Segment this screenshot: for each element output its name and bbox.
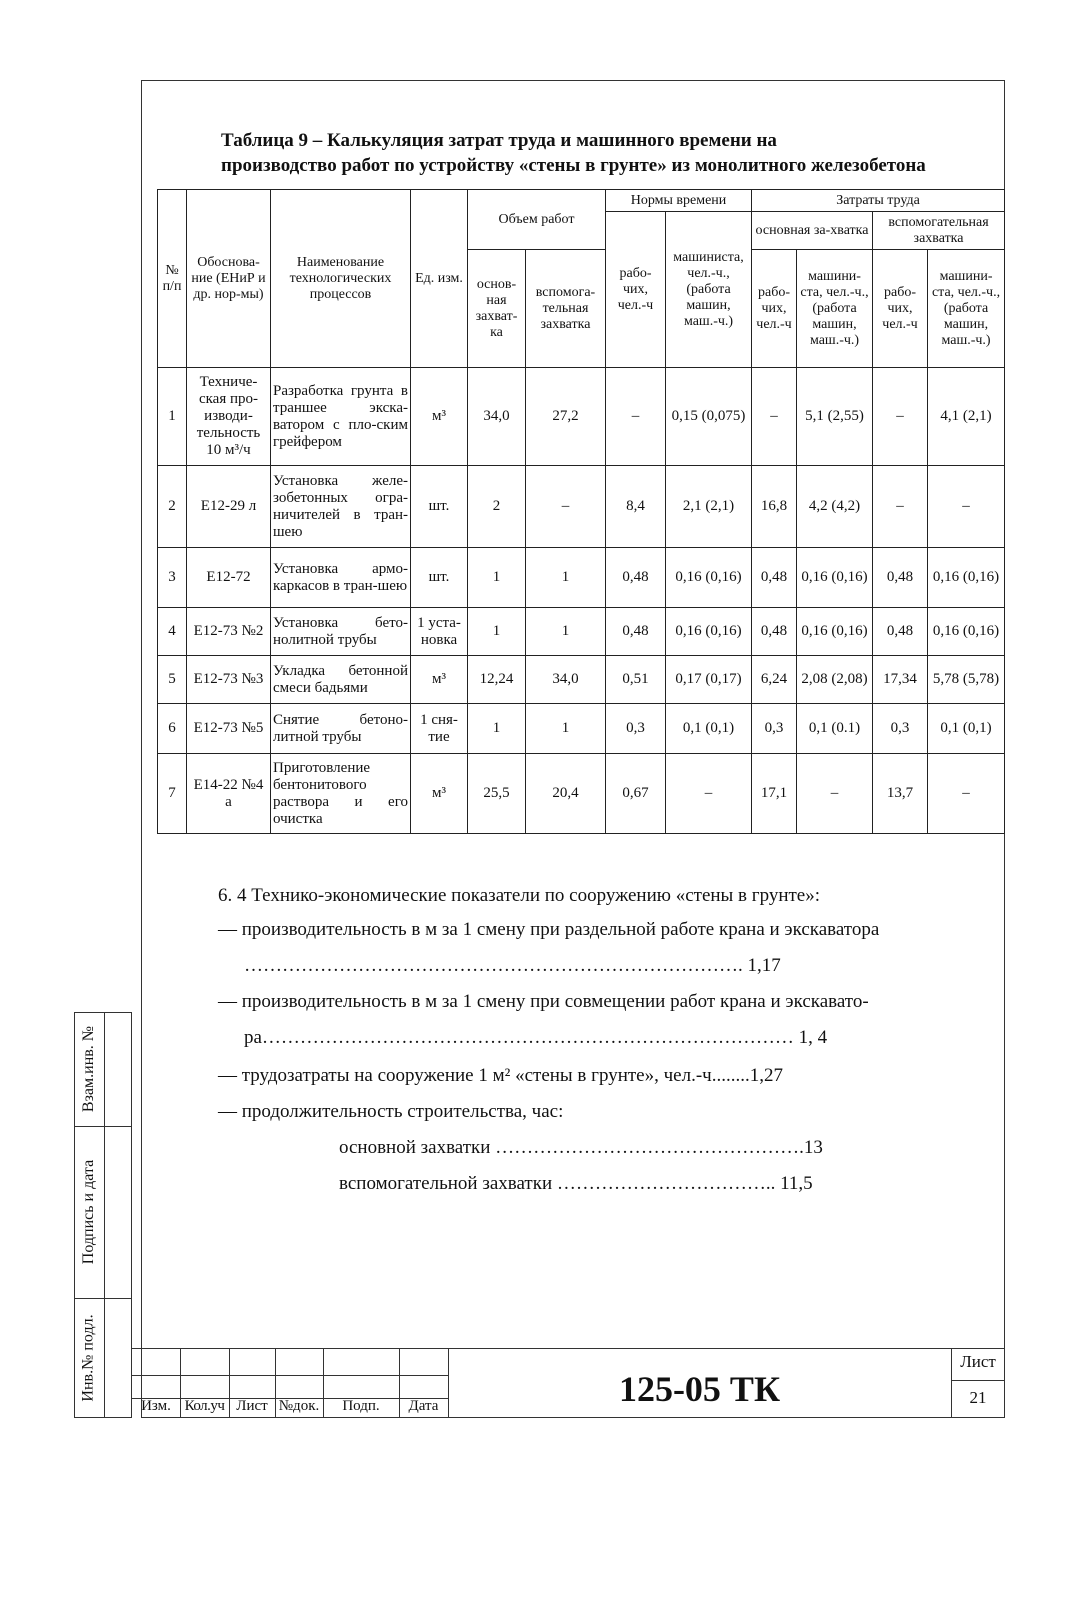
row-volume-aux: 20,4: [526, 754, 606, 834]
row-number: 2: [158, 466, 187, 548]
row-number: 3: [158, 548, 187, 608]
row-labor-main-workers: –: [752, 368, 797, 466]
header-num: № п/п: [158, 190, 187, 368]
row-labor-main-machinist: 0,16 (0,16): [797, 608, 873, 656]
row-labor-aux-machinist: 4,1 (2,1): [928, 368, 1005, 466]
row-labor-main-workers: 6,24: [752, 656, 797, 704]
header-vol-main: основ-ная захват-ка: [468, 250, 526, 368]
indicator-3: — трудозатраты на сооружение 1 м² «стены в грунте», чел.-ч........1,27: [218, 1065, 783, 1086]
header-volume: Объем работ: [468, 190, 606, 250]
row-number: 6: [158, 704, 187, 754]
table-title: [221, 128, 1001, 178]
header-norm-machinist: машиниста, чел.-ч., (работа машин, маш.-ч.): [666, 212, 752, 368]
row-norm-machinist: 0,16 (0,16): [666, 548, 752, 608]
row-volume-main: 25,5: [468, 754, 526, 834]
side-label-inventory: Инв.№ подл.: [80, 1314, 98, 1402]
table-row: [158, 466, 1005, 548]
row-norm-machinist: 0,1 (0,1): [666, 704, 752, 754]
stamp-rule-3: [951, 1380, 1005, 1381]
row-norm-workers: 0,51: [606, 656, 666, 704]
table-row: [158, 608, 1005, 656]
stamp-podp: Подп.: [342, 1398, 380, 1414]
row-norm-workers: 0,48: [606, 608, 666, 656]
row-basis: Техниче-ская про-изводи-тельность 10 м³/ч: [187, 368, 271, 466]
row-process: Снятие бетоно-литной трубы: [271, 704, 411, 754]
row-basis: Е12-73 №2: [187, 608, 271, 656]
header-norms: Нормы времени: [606, 190, 752, 212]
row-labor-main-machinist: 2,08 (2,08): [797, 656, 873, 704]
row-number: 5: [158, 656, 187, 704]
header-lm-workers: рабо-чих, чел.-ч: [752, 250, 797, 368]
stamp-ndok: №док.: [278, 1398, 320, 1414]
table-row: [158, 656, 1005, 704]
side-divider: [104, 1012, 105, 1418]
row-number: 1: [158, 368, 187, 466]
side-label-replace: Взам.инв. №: [80, 1025, 98, 1113]
row-labor-aux-machinist: 0,16 (0,16): [928, 548, 1005, 608]
stamp-top-rule: [132, 1348, 1005, 1349]
row-labor-main-workers: 0,48: [752, 548, 797, 608]
row-labor-aux-machinist: 0,1 (0,1): [928, 704, 1005, 754]
stamp-izm: Изм.: [141, 1398, 171, 1414]
row-labor-aux-workers: –: [873, 368, 928, 466]
row-norm-machinist: 2,1 (2,1): [666, 466, 752, 548]
table-row: [158, 754, 1005, 834]
side-label-signature: Подпись и дата: [80, 1159, 97, 1265]
title-line-2: производство работ по устройству «стены в грунте» из монолитного железобетона: [221, 155, 926, 176]
row-labor-aux-workers: 0,48: [873, 608, 928, 656]
row-unit: шт.: [411, 548, 468, 608]
row-labor-aux-workers: –: [873, 466, 928, 548]
row-labor-aux-workers: 17,34: [873, 656, 928, 704]
indicator-4: — продолжительность строительства, час:: [218, 1101, 564, 1122]
row-volume-aux: –: [526, 466, 606, 548]
row-norm-machinist: 0,16 (0,16): [666, 608, 752, 656]
row-labor-aux-machinist: 5,78 (5,78): [928, 656, 1005, 704]
sheet-number: 21: [969, 1388, 987, 1407]
stamp-data: Дата: [408, 1398, 439, 1414]
row-labor-main-workers: 0,3: [752, 704, 797, 754]
row-process: Установка желе-зобетонных огра-ничителей в тран-шею: [271, 466, 411, 548]
row-basis: Е12-29 л: [187, 466, 271, 548]
row-norm-workers: 8,4: [606, 466, 666, 548]
header-name: Наименование технологических процессов: [271, 190, 411, 368]
row-basis: Е14-22 №4 а: [187, 754, 271, 834]
row-process: Приготовление бентонитового раствора и его очистка: [271, 754, 411, 834]
sheet-label: Лист: [960, 1352, 996, 1371]
row-labor-main-workers: 17,1: [752, 754, 797, 834]
title-line-1: Таблица 9 – Калькуляция затрат труда и машинного времени на: [221, 130, 777, 151]
row-labor-aux-machinist: –: [928, 754, 1005, 834]
row-labor-aux-machinist: 0,16 (0,16): [928, 608, 1005, 656]
row-volume-main: 12,24: [468, 656, 526, 704]
header-norm-workers: рабо-чих, чел.-ч: [606, 212, 666, 368]
stamp-kol: Кол.уч: [184, 1398, 225, 1414]
row-labor-aux-workers: 0,48: [873, 548, 928, 608]
row-basis: Е12-73 №5: [187, 704, 271, 754]
row-norm-workers: 0,67: [606, 754, 666, 834]
header-basis: Обоснова-ние (ЕНиР и др. нор-мы): [187, 190, 271, 368]
row-norm-machinist: 0,15 (0,075): [666, 368, 752, 466]
row-unit: 1 сня-тие: [411, 704, 468, 754]
row-basis: Е12-73 №3: [187, 656, 271, 704]
row-norm-machinist: –: [666, 754, 752, 834]
row-labor-main-machinist: –: [797, 754, 873, 834]
duration-main: основной захватки ………………………………………….13: [339, 1137, 823, 1158]
row-volume-main: 1: [468, 704, 526, 754]
row-labor-aux-machinist: –: [928, 466, 1005, 548]
indicator-1-value: ……………………………………………………………………. 1,17: [244, 955, 781, 976]
row-unit: 1 уста-новка: [411, 608, 468, 656]
table-row: [158, 368, 1005, 466]
row-labor-main-machinist: 0,16 (0,16): [797, 548, 873, 608]
row-basis: Е12-72: [187, 548, 271, 608]
row-norm-workers: 0,48: [606, 548, 666, 608]
row-norm-machinist: 0,17 (0,17): [666, 656, 752, 704]
row-process: Разработка грунта в траншее экска-ватором с пло-ским грейфером: [271, 368, 411, 466]
row-process: Установка армо-каркасов в тран-шею: [271, 548, 411, 608]
row-labor-aux-workers: 13,7: [873, 754, 928, 834]
row-volume-main: 34,0: [468, 368, 526, 466]
row-volume-aux: 1: [526, 608, 606, 656]
header-la-machinist: машини-ста, чел.-ч., (работа машин, маш.-ч.): [928, 250, 1005, 368]
header-labor-aux: вспомогательная захватка: [873, 212, 1005, 250]
row-norm-workers: 0,3: [606, 704, 666, 754]
row-unit: шт.: [411, 466, 468, 548]
row-volume-aux: 1: [526, 548, 606, 608]
header-vol-aux: вспомога-тельная захватка: [526, 250, 606, 368]
stamp-list: Лист: [236, 1398, 268, 1414]
row-process: Укладка бетонной смеси бадьями: [271, 656, 411, 704]
duration-aux: вспомогательной захватки …………………………….. 11,5: [339, 1173, 813, 1194]
table-row: [158, 548, 1005, 608]
row-process: Установка бето-нолитной трубы: [271, 608, 411, 656]
row-norm-workers: –: [606, 368, 666, 466]
row-volume-main: 1: [468, 608, 526, 656]
row-unit: м³: [411, 368, 468, 466]
row-number: 7: [158, 754, 187, 834]
indicator-2: — производительность в м за 1 смену при совмещении работ крана и экскавато-: [218, 991, 869, 1012]
row-labor-aux-workers: 0,3: [873, 704, 928, 754]
section-heading: 6. 4 Технико-экономические показатели по сооружению «стены в грунте»:: [218, 885, 821, 906]
row-volume-main: 2: [468, 466, 526, 548]
table-row: [158, 704, 1005, 754]
document-code: 125-05 ТК: [618, 1369, 781, 1409]
row-labor-main-machinist: 5,1 (2,55): [797, 368, 873, 466]
header-labor-main: основная за-хватка: [752, 212, 873, 250]
header-lm-machinist: машини-ста, чел.-ч., (работа машин, маш.-ч.): [797, 250, 873, 368]
row-number: 4: [158, 608, 187, 656]
row-unit: м³: [411, 656, 468, 704]
row-volume-main: 1: [468, 548, 526, 608]
row-labor-main-workers: 0,48: [752, 608, 797, 656]
header-unit: Ед. изм.: [411, 190, 468, 368]
row-volume-aux: 34,0: [526, 656, 606, 704]
header-labor: Затраты труда: [752, 190, 1005, 212]
row-labor-main-machinist: 0,1 (0.1): [797, 704, 873, 754]
labor-calculation-table: [157, 189, 1005, 834]
row-unit: м³: [411, 754, 468, 834]
row-labor-main-workers: 16,8: [752, 466, 797, 548]
indicator-1: — производительность в м за 1 смену при раздельной работе крана и экскаватора: [218, 919, 880, 940]
row-volume-aux: 1: [526, 704, 606, 754]
row-labor-main-machinist: 4,2 (4,2): [797, 466, 873, 548]
row-volume-aux: 27,2: [526, 368, 606, 466]
indicator-2-value: ра………………………………………………………………………… 1, 4: [244, 1027, 828, 1048]
header-la-workers: рабо-чих, чел.-ч: [873, 250, 928, 368]
